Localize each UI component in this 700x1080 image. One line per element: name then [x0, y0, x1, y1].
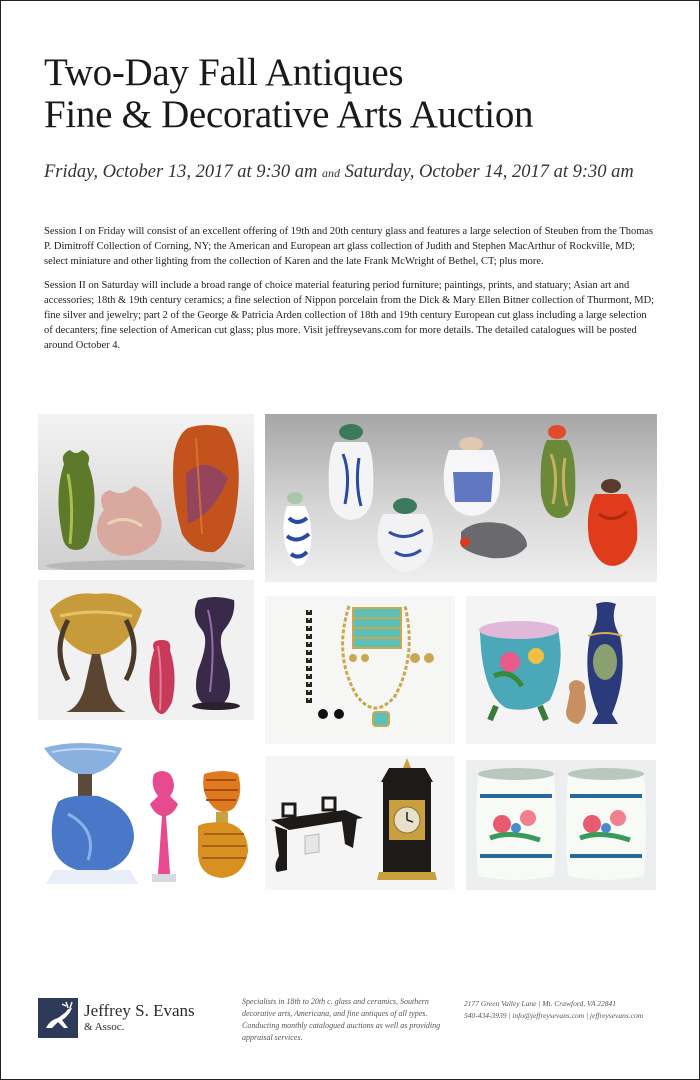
photo-jewelry [265, 596, 455, 744]
company-tagline: Specialists in 18th to 20th c. glass and ceramics, Southern decorative arts, Americana, and fine antiques of all types. Conducting monthly catalogued auctions as well as providing appraisal services. [242, 997, 441, 1042]
photo-art-glass-vases [38, 414, 254, 570]
auction-description [44, 224, 656, 362]
page-title [44, 52, 533, 136]
brand-assoc: & Assoc. [84, 1021, 125, 1033]
date-day1: Friday, October 13, 2017 at 9:30 am [44, 162, 318, 182]
photo-garden-seats [466, 760, 656, 890]
auction-dates [44, 162, 634, 183]
photo-majolica-vases [466, 596, 656, 744]
contact-info [464, 998, 674, 1022]
date-and: and [322, 166, 340, 180]
photo-snuff-bottles [265, 414, 657, 582]
photo-clock-and-stand [265, 756, 455, 890]
photo-oil-lamps [38, 734, 254, 890]
date-day2: Saturday, October 14, 2017 at 9:30 am [344, 162, 634, 182]
brand-name: Jeffrey S. Evans [84, 1001, 195, 1020]
session-2-text: Session II on Saturday will include a broad range of choice material featuring period furniture; paintings, prints, and statuary; Asian art and accessories; 18th & 19th century ceramics; a fine selection of Nippon porcelain from the Dick & Mary Ellen Bitner collection of Thurmont, MD; fine silver and jewelry; part 2 of the George & Patricia Arden collection of 18th and 19th century European cut glass including a large selection of decanters; fine selection of American cut glass; plus more. Visit jeffreysevans.com for more details. The detailed catalogues will be posted around October 4. [44, 280, 655, 351]
address: 2177 Green Valley Lane | Mt. Crawford, VA 22841 [464, 999, 617, 1008]
title-line-1: Two-Day Fall Antiques [44, 51, 404, 94]
session-1-text: Session I on Friday will consist of an excellent offering of 19th and 20th century glass and features a large selection of Steuben from the Thomas P. Dimitroff Collection of Corning, NY; the American and European art glass collection of Judith and Stephen MacArthur of Rockville, MD; select miniature and other lighting from the collection of Karen and the late Frank McWright of Bethel, CT; plus more. [44, 226, 654, 267]
title-line-2: Fine & Decorative Arts Auction [44, 93, 534, 136]
leaping-deer-icon [38, 998, 78, 1038]
photo-art-nouveau-lamp [38, 580, 254, 720]
phone-email-web: 540-434-3939 | info@jeffreysevans.com | jeffreysevans.com [464, 1011, 644, 1020]
